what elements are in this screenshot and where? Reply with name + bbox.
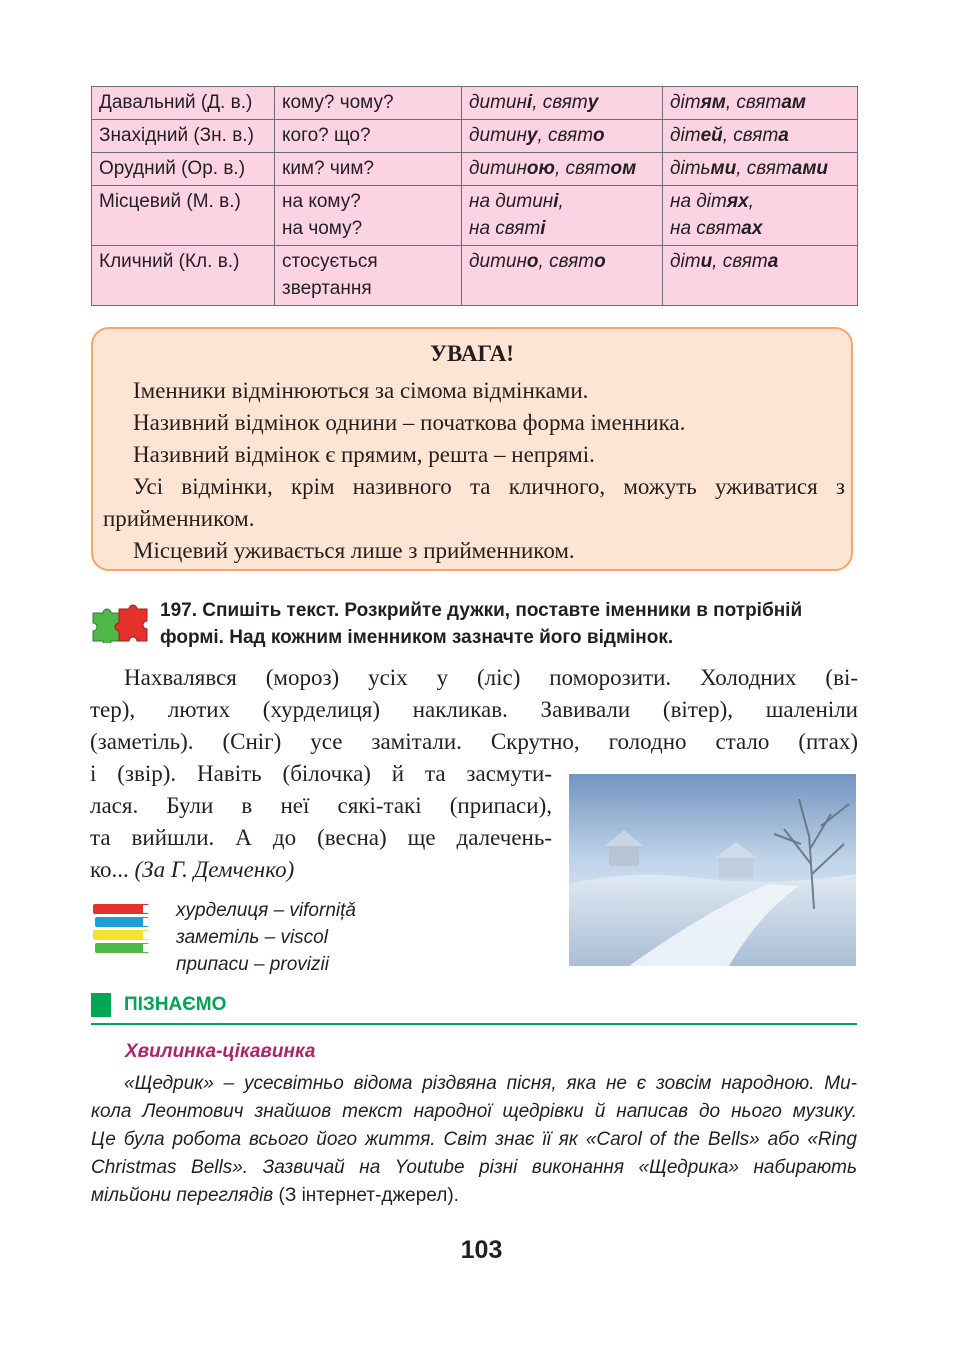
form-ending: і bbox=[553, 191, 559, 212]
form-ending: ам bbox=[781, 92, 806, 113]
case-question-line: звертання bbox=[282, 278, 372, 299]
fact-line: Це була робота всього його життя. Світ знає її як «Carol of the Bells» або «Ring bbox=[91, 1129, 857, 1150]
form-ending: о bbox=[593, 125, 605, 146]
singular-form-cell bbox=[462, 87, 663, 120]
form-line bbox=[469, 248, 656, 275]
fact-title: Хвилинка-цікавинка bbox=[125, 1041, 316, 1062]
case-question-line: ким? чим? bbox=[282, 158, 374, 179]
text-line: і (звір). Навіть (білочка) й та засмути- bbox=[90, 761, 552, 786]
fact-line: кола Леонтович знайшов текст народної щедрівки й написав до нього музику. bbox=[91, 1101, 857, 1122]
case-question-cell bbox=[275, 246, 462, 306]
text-line: Нахвалявся (мороз) усіх у (ліс) поморозити. Холодних (ві- bbox=[124, 665, 858, 690]
form-line bbox=[469, 89, 656, 116]
case-name-cell: Знахідний (Зн. в.) bbox=[92, 120, 275, 153]
singular-form-cell bbox=[462, 246, 663, 306]
form-ending: у bbox=[587, 92, 599, 113]
form-stem: , свят bbox=[725, 92, 782, 113]
form-stem: , свят bbox=[537, 125, 594, 146]
form-stem: , свят bbox=[554, 158, 611, 179]
form-ending: а bbox=[767, 251, 779, 272]
form-stem: дитин bbox=[469, 92, 527, 113]
glossary bbox=[176, 897, 356, 978]
form-stem: , bbox=[748, 191, 754, 212]
puzzle-icon bbox=[91, 603, 151, 643]
plural-form-cell bbox=[663, 186, 858, 246]
singular-form-cell bbox=[462, 120, 663, 153]
form-line bbox=[670, 188, 851, 215]
case-question-cell bbox=[275, 120, 462, 153]
form-line bbox=[670, 215, 851, 242]
section-marker bbox=[91, 993, 111, 1017]
page-number: 103 bbox=[460, 1236, 503, 1264]
form-ending: и bbox=[700, 251, 713, 272]
case-question-cell bbox=[275, 87, 462, 120]
form-stem: на свят bbox=[469, 218, 541, 239]
form-ending: ом bbox=[610, 158, 637, 179]
case-question-cell bbox=[275, 153, 462, 186]
case-row bbox=[92, 246, 858, 306]
fact-line-last bbox=[91, 1182, 857, 1210]
form-stem: діт bbox=[670, 251, 701, 272]
form-ending: ах bbox=[741, 218, 763, 239]
plural-form-cell bbox=[663, 120, 858, 153]
form-stem: дитин bbox=[469, 125, 527, 146]
case-name-cell: Кличний (Кл. в.) bbox=[92, 246, 275, 306]
case-name-cell: Давальний (Д. в.) bbox=[92, 87, 275, 120]
text-line: лася. Були в неї сякі-такі (припаси), bbox=[90, 793, 552, 818]
attention-paragraph: Називний відмінок однини – початкова форма іменника. bbox=[133, 410, 686, 435]
case-question-line: на чому? bbox=[282, 218, 363, 239]
form-line bbox=[670, 122, 851, 149]
form-ending: о bbox=[594, 251, 606, 272]
case-name-cell: Орудний (Ор. в.) bbox=[92, 153, 275, 186]
case-question-line: стосується bbox=[282, 251, 378, 272]
case-question-cell bbox=[275, 186, 462, 246]
winter-photo bbox=[569, 774, 856, 966]
case-row bbox=[92, 186, 858, 246]
glossary-item: припаси – provizii bbox=[176, 954, 329, 975]
fact-source: (З інтернет-джерел). bbox=[278, 1185, 459, 1206]
singular-form-cell bbox=[462, 153, 663, 186]
books-icon bbox=[91, 902, 153, 958]
form-stem: , свят bbox=[722, 125, 779, 146]
attention-paragraph: Називний відмінок є прямим, решта – непрямі. bbox=[133, 442, 595, 467]
form-stem: діт bbox=[670, 125, 701, 146]
form-line bbox=[670, 89, 851, 116]
glossary-item: заметіль – viscol bbox=[176, 927, 328, 948]
form-line bbox=[469, 188, 656, 215]
attention-title: УВАГА! bbox=[430, 341, 514, 366]
exercise-task bbox=[160, 597, 860, 651]
text-line: тер), лютих (хурделиця) накликав. Завивали (вітер), шаленіли bbox=[90, 697, 858, 722]
form-stem: , bbox=[558, 191, 564, 212]
fact-text bbox=[91, 1070, 857, 1210]
plural-form-cell bbox=[663, 87, 858, 120]
fact-line: «Щедрик» – усесвітньо відома різдвяна пісня, яка не є зовсім народною. Ми- bbox=[124, 1073, 857, 1094]
fact-line-end: мільйони переглядів bbox=[91, 1185, 274, 1206]
case-row bbox=[92, 120, 858, 153]
form-line bbox=[670, 155, 851, 182]
form-ending: ами bbox=[791, 158, 828, 179]
form-line bbox=[469, 215, 656, 242]
attention-paragraph: Усі відмінки, крім називного та кличного, можуть уживатися з прийменником. bbox=[103, 474, 845, 531]
exercise-number: 197. bbox=[160, 600, 197, 621]
form-stem: на діт bbox=[670, 191, 727, 212]
attention-paragraph: Іменники відмінюються за сімома відмінками. bbox=[133, 378, 589, 403]
form-stem: на свят bbox=[670, 218, 742, 239]
form-stem: , свят bbox=[538, 251, 595, 272]
form-line bbox=[670, 248, 851, 275]
case-question-line: кого? що? bbox=[282, 125, 371, 146]
form-stem: дитин bbox=[469, 251, 527, 272]
form-line bbox=[469, 155, 656, 182]
form-stem: , свят bbox=[712, 251, 768, 272]
plural-form-cell bbox=[663, 246, 858, 306]
form-line bbox=[469, 122, 656, 149]
exercise-instruction: Спишіть текст. Розкрийте дужки, поставте іменники в потрібній формі. Над кожним іменником зазначте його відмінок. bbox=[160, 600, 803, 648]
form-ending: і bbox=[540, 218, 546, 239]
form-stem: дитин bbox=[469, 158, 527, 179]
form-stem: , свят bbox=[736, 158, 792, 179]
form-stem: на дитин bbox=[469, 191, 554, 212]
case-question-line: кому? чому? bbox=[282, 92, 394, 113]
section-title: ПІЗНАЄМО bbox=[124, 994, 227, 1015]
form-ending: ою bbox=[526, 158, 555, 179]
case-name-cell: Місцевий (М. в.) bbox=[92, 186, 275, 246]
form-ending: ми bbox=[710, 158, 737, 179]
attention-paragraph: Місцевий уживається лише з прийменником. bbox=[133, 538, 575, 563]
text-line-end: ко... bbox=[90, 857, 129, 882]
fact-line: Christmas Bells». Зазвичай на Youtube різні виконання «Щедрика» набирають bbox=[91, 1157, 857, 1178]
case-row bbox=[92, 153, 858, 186]
case-row bbox=[92, 87, 858, 120]
form-ending: ям bbox=[700, 92, 726, 113]
text-line: та вийшли. А до (весна) ще далечень- bbox=[90, 825, 552, 850]
singular-form-cell bbox=[462, 186, 663, 246]
form-ending: ей bbox=[700, 125, 723, 146]
attention-box bbox=[91, 327, 853, 571]
form-ending: у bbox=[526, 125, 538, 146]
plural-form-cell bbox=[663, 153, 858, 186]
form-stem: діть bbox=[670, 158, 711, 179]
form-stem: , свят bbox=[532, 92, 588, 113]
case-table bbox=[91, 86, 858, 306]
section-divider bbox=[91, 1023, 857, 1025]
form-ending: а bbox=[778, 125, 789, 146]
form-ending: о bbox=[526, 251, 539, 272]
glossary-item: хурделиця – vifornițǎ bbox=[176, 900, 356, 921]
case-question-line: на кому? bbox=[282, 191, 361, 212]
text-source: (За Г. Демченко) bbox=[134, 857, 295, 882]
attention-body bbox=[103, 375, 845, 567]
form-ending: ях bbox=[726, 191, 749, 212]
text-line: (заметіль). (Сніг) усе замітали. Скрутно, голодно стало (птах) bbox=[90, 729, 858, 754]
form-stem: діт bbox=[670, 92, 701, 113]
form-ending: і bbox=[526, 92, 533, 113]
